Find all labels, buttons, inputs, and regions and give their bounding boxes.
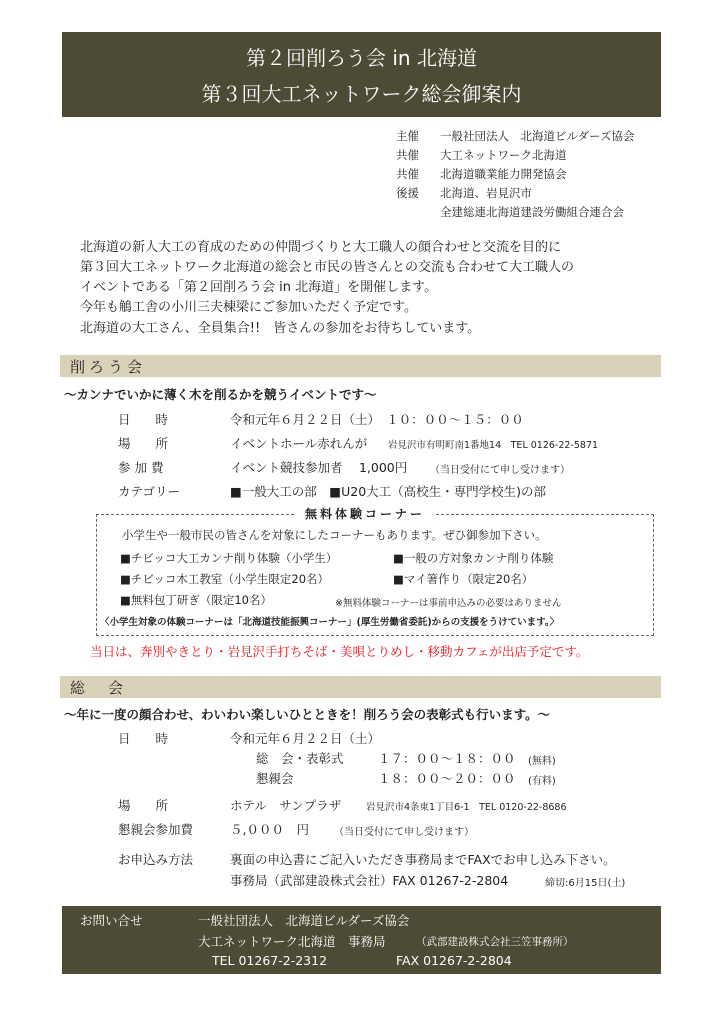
date-value: 令和元年６月２２日（土） １０：００～１５：００ (230, 412, 524, 427)
soukai-place-value: ホテル サンプラザ (230, 798, 342, 813)
organizer-name: 大工ネットワーク北海道 (440, 148, 567, 162)
contact-fax: FAX 01267-2-2804 (396, 953, 512, 968)
title-banner (62, 32, 661, 117)
session-name: 総 会・表彰式 (256, 751, 344, 766)
food-stall-notice: 当日は、奔別やきとり・岩見沢手打ちそば・美唄とりめし・移動カフェが出店予定です。 (90, 644, 589, 659)
date-label: 日 時 (118, 412, 169, 427)
place-note: 岩見沢市有明町南1番地14 TEL 0126-22-5871 (388, 440, 599, 451)
section-title: 削ろう会 (70, 358, 147, 376)
party-fee-note: （当日受付にて申し受けます） (334, 827, 474, 838)
free-corner-note: ※無料体験コーナーは事前申込みの必要はありません (335, 598, 562, 609)
intro-line: 今年も鵤工舎の小川三夫棟梁にご参加いただく予定です。 (80, 300, 417, 315)
place-value: イベントホール赤れんが (230, 436, 368, 451)
free-corner-item: ■一般の方対象カンナ削り体験 (393, 551, 554, 565)
session-fee: (無料) (528, 756, 556, 767)
section-title: 総 会 (70, 679, 128, 697)
soukai-date-label: 日 時 (118, 731, 169, 746)
free-corner-item: ■マイ箸作り（限定20名） (393, 572, 534, 586)
soukai-place-label: 場 所 (118, 798, 169, 813)
section-header-kezuroukai (60, 355, 661, 377)
organizer-name: 北海道職業能力開発協会 (440, 167, 567, 181)
office-info: 事務局（武部建設株式会社）FAX 01267-2-2804 (230, 873, 509, 888)
free-corner-item: ■無料包丁研ぎ（限定10名） (120, 593, 272, 607)
contact-org-1: 一般社団法人 北海道ビルダーズ協会 (198, 913, 410, 928)
place-label: 場 所 (118, 436, 169, 451)
organizer-role: 主催 (396, 129, 419, 143)
apply-label: お申込み方法 (118, 852, 194, 867)
title-line-1: 第２回削ろう会 in 北海道 (246, 46, 477, 70)
organizer-role: 共催 (396, 167, 419, 181)
contact-org-2-note: （武部建設株式会社三笠事務所） (416, 936, 574, 948)
free-corner-item: ■チビッコ木工教室（小学生限定20名） (120, 572, 330, 586)
intro-line: 第３回大工ネットワーク北海道の総会と市民の皆さんとの交流も合わせて大工職人の (80, 260, 575, 275)
free-corner-desc: 小学生や一般市民の皆さんを対象にしたコーナーもあります。ぜひ御参加下さい。 (122, 528, 547, 542)
party-fee-label: 懇親会参加費 (118, 822, 194, 837)
organizer-name: 北海道、岩見沢市 (440, 186, 532, 200)
session-time: １８：００～２０：００ (378, 771, 516, 786)
contact-tel: TEL 01267-2-2312 (212, 953, 328, 968)
soukai-place-note: 岩見沢市4条東1丁目6-1 TEL 0120-22-8686 (366, 802, 567, 813)
contact-org-2: 大工ネットワーク北海道 事務局 (198, 934, 386, 949)
free-corner-item: ■チビッコ大工カンナ削り体験（小学生） (120, 551, 338, 565)
kezuroukai-tagline: ～カンナでいかに薄く木を削るかを競うイベントです～ (64, 387, 377, 402)
intro-line: 北海道の大工さん、全員集合!! 皆さんの参加をお待ちしています。 (80, 321, 481, 336)
fee-value: イベント競技参加者 1,000円 (230, 460, 408, 475)
soukai-tagline: ～年に一度の顔合わせ、わいわい楽しいひとときを！削ろう会の表彰式も行います。～ (64, 707, 551, 722)
category-label: カテゴリー (118, 484, 181, 499)
free-corner-support: 〈小学生対象の体験コーナーは「北海道技能振興コーナー」(厚生労働省委託)からの支援をうけています。〉 (100, 617, 560, 628)
organizer-role: 共催 (396, 148, 419, 162)
intro-line: イベントである「第２回削ろう会 in 北海道」を開催します。 (80, 280, 438, 295)
deadline: 締切:6月15日(土) (545, 878, 626, 889)
fee-label: 参 加 費 (118, 460, 164, 475)
organizer-role: 後援 (396, 186, 419, 200)
session-name: 懇親会 (256, 771, 294, 786)
contact-footer (62, 906, 661, 974)
party-fee-value: ５,０００ 円 (230, 822, 309, 837)
title-line-2: 第３回大工ネットワーク総会御案内 (201, 82, 522, 106)
soukai-date-value: 令和元年６月２２日（土） (230, 731, 381, 746)
organizer-name: 全建総連北海道建設労働組合連合会 (440, 205, 624, 219)
apply-value: 裏面の申込書にご記入いただき事務局までFAXでお申し込み下さい。 (230, 852, 616, 867)
fee-note: （当日受付にて申し受けます） (430, 465, 570, 476)
session-time: １７：００～１８：００ (378, 751, 516, 766)
contact-label: お問い合せ (80, 913, 143, 928)
intro-line: 北海道の新人大工の育成のための仲間づくりと大工職人の顔合わせと交流を目的に (80, 240, 562, 255)
section-header-soukai (60, 676, 661, 698)
category-value: ■一般大工の部 ■U20大工（高校生・専門学校生)の部 (230, 484, 547, 499)
session-fee: (有料) (528, 776, 556, 787)
organizer-name: 一般社団法人 北海道ビルダーズ協会 (440, 129, 635, 143)
free-corner-title: 無料体験コーナー (295, 505, 435, 522)
